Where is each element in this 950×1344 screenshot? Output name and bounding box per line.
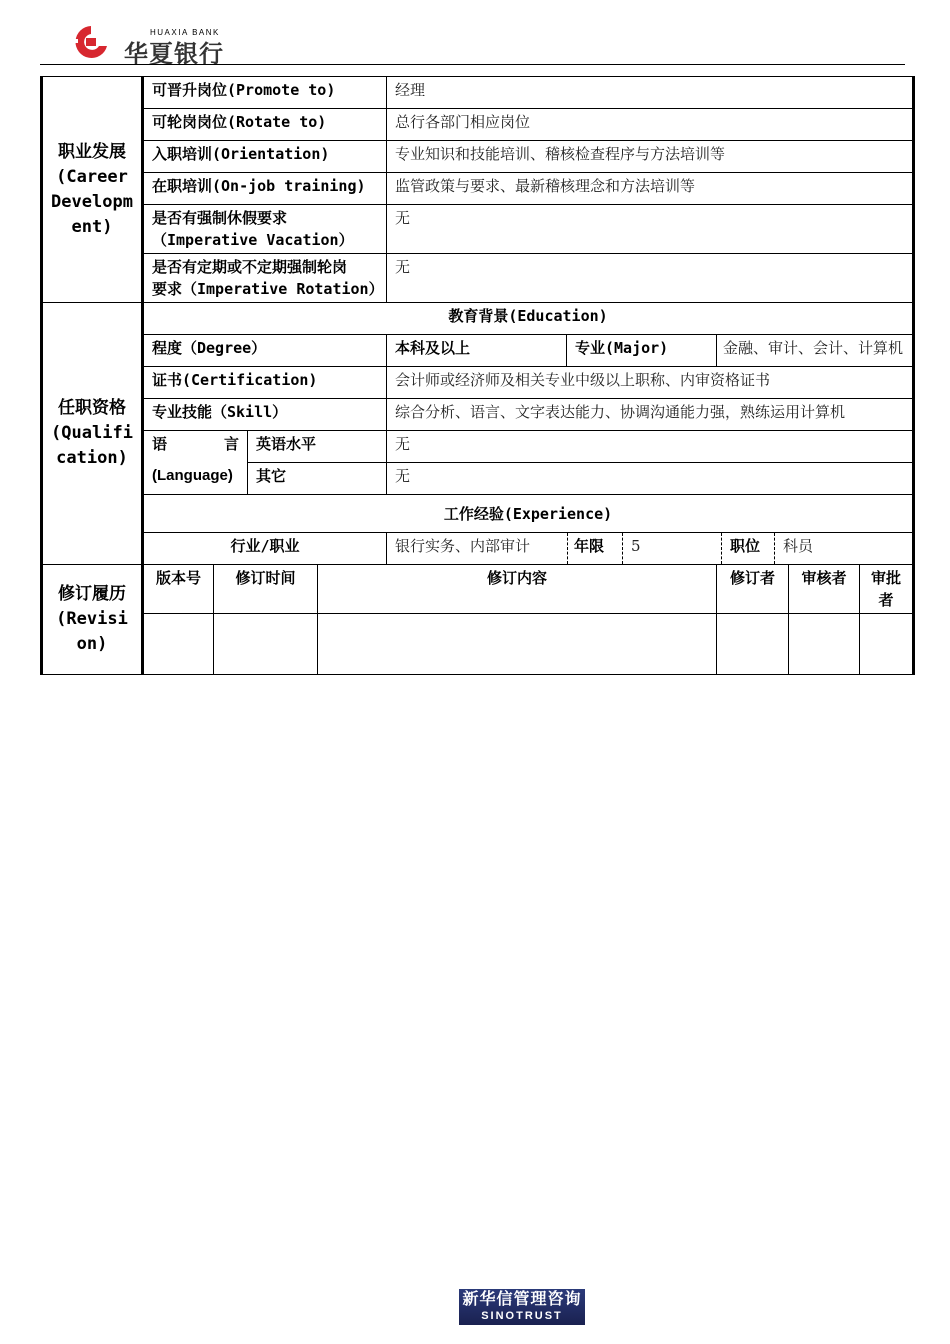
orientation-value: 专业知识和技能培训、稽核检查程序与方法培训等 <box>387 141 914 173</box>
promote-value: 经理 <box>387 77 914 109</box>
revision-cell-time <box>214 614 318 675</box>
certification-row <box>42 367 914 399</box>
other-language-value: 无 <box>387 463 914 495</box>
other-language-label: 其它 <box>248 463 387 495</box>
career-row-rotation <box>42 254 914 303</box>
degree-label: 程度（Degree） <box>143 335 387 367</box>
experience-row <box>42 533 914 565</box>
job-description-table <box>40 76 915 675</box>
imperative-rotation-value: 无 <box>387 254 914 303</box>
experience-header-row <box>42 495 914 533</box>
revision-cell-reviewer <box>789 614 860 675</box>
rotate-label: 可轮岗岗位(Rotate to) <box>143 109 387 141</box>
years-label: 年限 <box>568 533 623 564</box>
revision-cell-approver <box>860 614 914 675</box>
revision-col-content: 修订内容 <box>318 565 717 614</box>
english-level-label: 英语水平 <box>248 431 387 463</box>
huaxia-logo-icon <box>70 24 112 60</box>
vacation-label: 是否有强制休假要求 （Imperative Vacation） <box>143 205 387 254</box>
years-value: 5 <box>623 533 722 564</box>
position-label: 职位 <box>722 533 775 564</box>
qualification-section-label: 任职资格 (Qualifi cation) <box>42 303 143 565</box>
revision-cell-reviser <box>717 614 789 675</box>
career-row-training <box>42 173 914 205</box>
experience-header: 工作经验(Experience) <box>143 495 914 533</box>
promote-label: 可晋升岗位(Promote to) <box>143 77 387 109</box>
page-header <box>0 0 950 70</box>
language-label: 语 言 (Language) <box>143 431 248 495</box>
sinotrust-logo <box>459 1289 585 1325</box>
position-value: 科员 <box>783 537 814 555</box>
industry-label: 行业/职业 <box>143 533 387 565</box>
revision-section-label: 修订履历 (Revisi on) <box>42 565 143 675</box>
bank-name-chinese: 华夏银行 <box>124 40 224 68</box>
major-value: 金融、审计、会计、计算机 <box>717 335 914 367</box>
revision-col-reviewer: 审核者 <box>789 565 860 614</box>
revision-col-reviser: 修订者 <box>717 565 789 614</box>
english-row <box>42 431 914 463</box>
skill-value: 综合分析、语言、文字表达能力、协调沟通能力强，熟练运用计算机 <box>387 399 914 431</box>
revision-cell-version <box>143 614 214 675</box>
degree-value: 本科及以上 <box>387 335 567 367</box>
revision-header-row <box>42 565 914 614</box>
certification-value: 会计师或经济师及相关专业中级以上职称、内审资格证书 <box>387 367 914 399</box>
career-row-rotate <box>42 109 914 141</box>
revision-col-version: 版本号 <box>143 565 214 614</box>
sinotrust-logo-cn: 新华信管理咨询 <box>462 1289 582 1308</box>
revision-cell-content <box>318 614 717 675</box>
degree-row <box>42 335 914 367</box>
header-divider <box>40 64 905 65</box>
orientation-label: 入职培训(Orientation) <box>143 141 387 173</box>
revision-empty-row <box>42 614 914 675</box>
revision-col-approver: 审批者 <box>860 565 914 614</box>
certification-label: 证书(Certification) <box>143 367 387 399</box>
career-row-promote <box>42 77 914 109</box>
vacation-value: 无 <box>387 205 914 254</box>
sinotrust-logo-en: SINOTRUST <box>481 1310 563 1322</box>
experience-details <box>387 533 914 565</box>
rotate-value: 总行各部门相应岗位 <box>387 109 914 141</box>
education-header: 教育背景(Education) <box>143 303 914 335</box>
english-level-value: 无 <box>387 431 914 463</box>
training-label: 在职培训(On-job training) <box>143 173 387 205</box>
revision-col-time: 修订时间 <box>214 565 318 614</box>
major-label: 专业(Major) <box>567 335 717 367</box>
skill-label: 专业技能（Skill） <box>143 399 387 431</box>
skill-row <box>42 399 914 431</box>
imperative-rotation-label: 是否有定期或不定期强制轮岗 要求（Imperative Rotation） <box>143 254 387 303</box>
training-value: 监管政策与要求、最新稽核理念和方法培训等 <box>387 173 914 205</box>
career-section-label: 职业发展 (Career Developm ent) <box>42 77 143 303</box>
career-row-vacation <box>42 205 914 254</box>
bank-name-english: HUAXIA BANK <box>150 28 220 37</box>
industry-value: 银行实务、内部审计 <box>387 533 568 564</box>
career-row-orientation <box>42 141 914 173</box>
education-header-row <box>42 303 914 335</box>
